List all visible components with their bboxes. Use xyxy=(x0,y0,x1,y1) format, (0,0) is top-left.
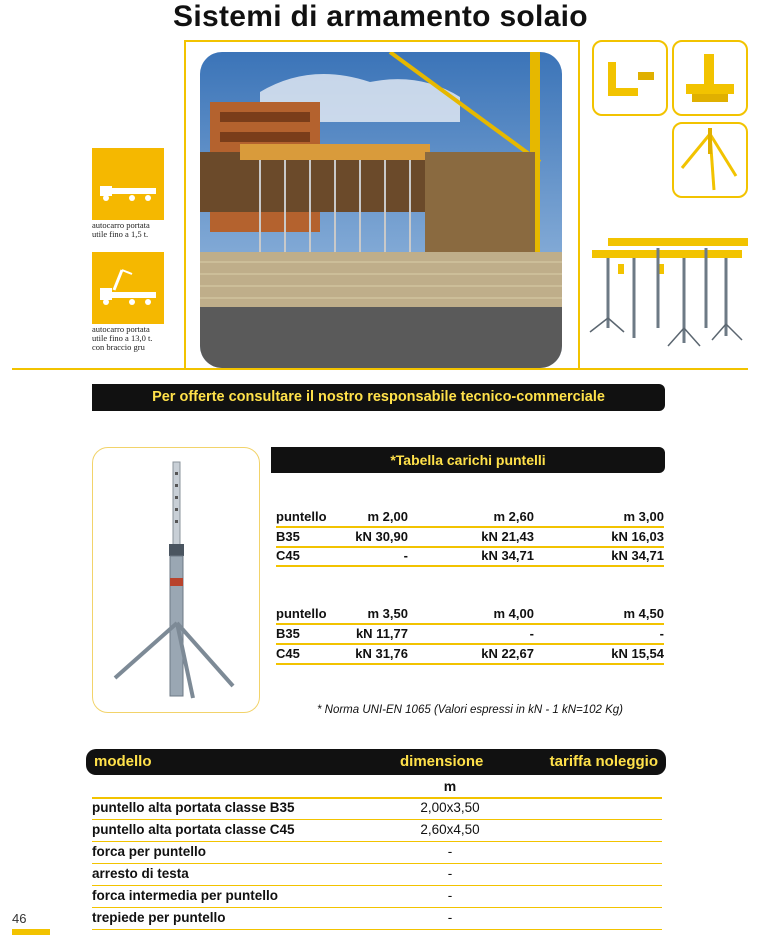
table-row xyxy=(92,908,662,930)
cell: B35 xyxy=(276,626,300,641)
dimension-cell: - xyxy=(447,844,453,859)
header-cell: m 3,00 xyxy=(623,509,664,524)
dimension-cell: - xyxy=(447,866,453,881)
header-cell: m 2,60 xyxy=(493,509,534,524)
cell: kN 15,54 xyxy=(611,646,664,661)
caption-line: autocarro portata xyxy=(92,220,150,230)
load-table-row-c45 xyxy=(276,546,664,566)
frame-line-bottom xyxy=(12,368,748,370)
caption-line: autocarro portata xyxy=(92,324,150,334)
header-cell: m 4,50 xyxy=(623,606,664,621)
load-table-row-b35 xyxy=(276,527,664,547)
row-divider xyxy=(276,565,664,567)
page-number: 46 xyxy=(12,911,27,926)
table-row xyxy=(92,864,662,886)
load-table-header-row xyxy=(276,604,664,624)
cell: - xyxy=(403,548,408,563)
cell: C45 xyxy=(276,548,300,563)
rental-table-header xyxy=(86,749,666,775)
cell: kN 34,71 xyxy=(481,548,534,563)
cell: - xyxy=(659,626,664,641)
tripod-thumbnail xyxy=(672,122,748,198)
header-cell: m 3,50 xyxy=(367,606,408,621)
cell: B35 xyxy=(276,529,300,544)
frame-line-vertical xyxy=(184,40,186,368)
fork-head-thumbnail xyxy=(592,40,668,116)
cell: kN 30,90 xyxy=(355,529,408,544)
caption-line: utile fino a 1,5 t. xyxy=(92,229,149,239)
truck-caption-1 xyxy=(92,221,150,239)
cell: kN 16,03 xyxy=(611,529,664,544)
construction-site-photo xyxy=(200,52,562,368)
offer-banner: Per offerte consultare il nostro responsabile tecnico-commerciale xyxy=(92,384,665,411)
header-cell: puntello xyxy=(276,509,327,524)
model-header: modello xyxy=(94,753,152,770)
header-cell: m 4,00 xyxy=(493,606,534,621)
caption-line: con braccio gru xyxy=(92,342,145,352)
frame-line-right xyxy=(578,40,580,368)
load-table-row-c45 xyxy=(276,644,664,664)
flatbed-truck-icon xyxy=(92,148,164,220)
cell: kN 31,76 xyxy=(355,646,408,661)
truck-caption-2 xyxy=(92,325,152,352)
caption-line: utile fino a 13,0 t. xyxy=(92,333,153,343)
head-stop-thumbnail xyxy=(672,40,748,116)
dimension-cell: 2,00x3,50 xyxy=(420,800,480,815)
cell: kN 34,71 xyxy=(611,548,664,563)
cell: C45 xyxy=(276,646,300,661)
dimension-header: dimensione xyxy=(400,753,484,770)
frame-line-top xyxy=(184,40,579,42)
table-row xyxy=(92,886,662,908)
dimension-cell: 2,60x4,50 xyxy=(420,822,480,837)
dimension-unit: m xyxy=(443,778,457,794)
model-cell: puntello alta portata classe C45 xyxy=(92,822,295,837)
table-row xyxy=(92,798,662,820)
dimension-cell: - xyxy=(447,888,453,903)
load-table-row-b35 xyxy=(276,624,664,644)
model-cell: forca per puntello xyxy=(92,844,207,859)
model-cell: forca intermedia per puntello xyxy=(92,888,279,903)
load-table-header-row xyxy=(276,507,664,527)
page-number-bar xyxy=(12,929,50,935)
row-divider xyxy=(276,663,664,665)
crane-truck-icon xyxy=(92,252,164,324)
dimension-cell: - xyxy=(447,910,453,925)
cell: - xyxy=(529,626,534,641)
load-table-note: * Norma UNI-EN 1065 (Valori espressi in kN - 1 kN=102 Kg) xyxy=(316,704,624,716)
cell: kN 11,77 xyxy=(355,626,408,641)
table-row xyxy=(92,842,662,864)
model-cell: arresto di testa xyxy=(92,866,189,881)
model-cell: puntello alta portata classe B35 xyxy=(92,800,295,815)
props-scaffold-illustration xyxy=(588,228,753,358)
table-row xyxy=(92,820,662,842)
rate-header: tariffa noleggio xyxy=(549,753,658,770)
load-table-title: *Tabella carichi puntelli xyxy=(271,447,665,473)
model-cell: trepiede per puntello xyxy=(92,910,226,925)
header-cell: m 2,00 xyxy=(367,509,408,524)
header-cell: puntello xyxy=(276,606,327,621)
row-divider xyxy=(92,929,662,931)
cell: kN 21,43 xyxy=(481,529,534,544)
prop-photo-frame xyxy=(92,447,260,713)
cell: kN 22,67 xyxy=(481,646,534,661)
page-title: Sistemi di armamento solaio xyxy=(173,0,588,33)
